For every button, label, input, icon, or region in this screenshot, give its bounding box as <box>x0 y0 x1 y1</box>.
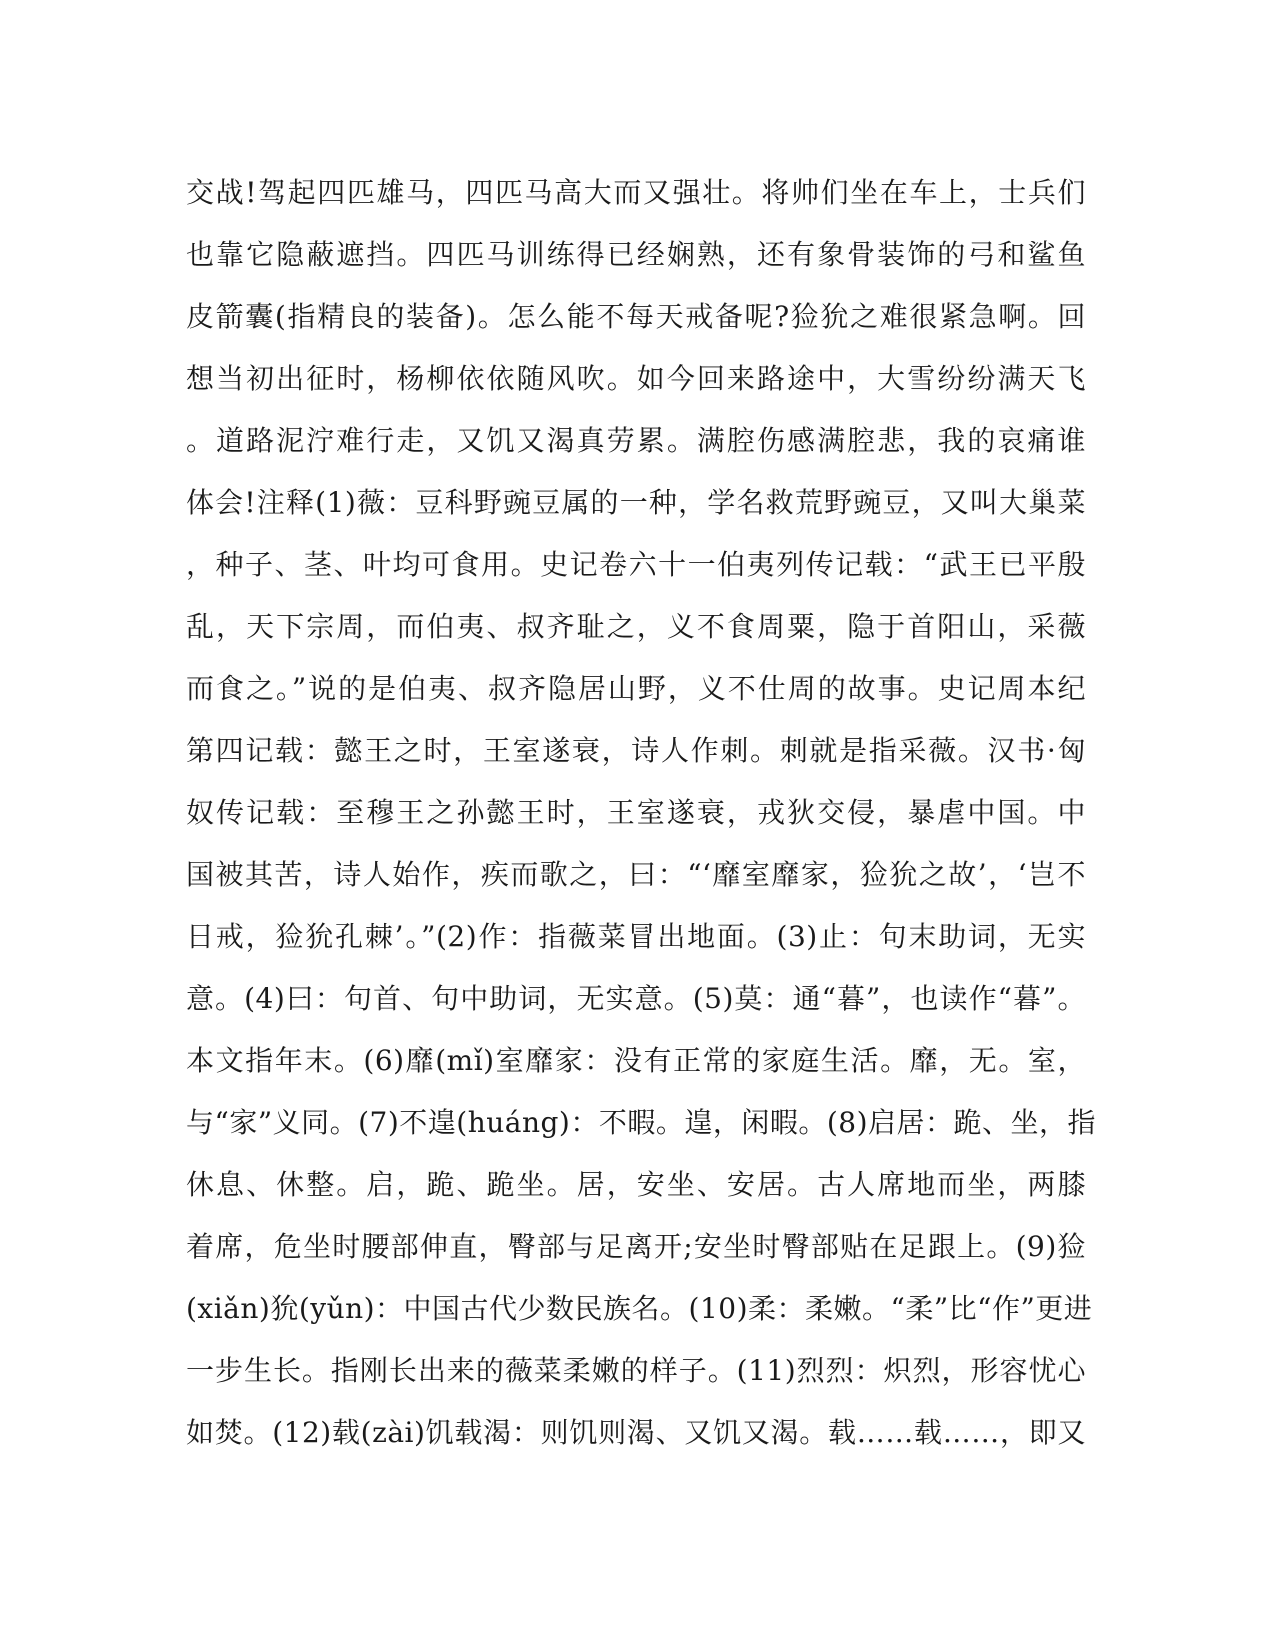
text-line: 本文指年末。(6)靡(mǐ)室靡家：没有正常的家庭生活。靡，无。室， <box>186 1044 1086 1077</box>
text-line: 意。(4)曰：句首、句中助词，无实意。(5)莫：通“暮”，也读作“暮”。 <box>186 982 1086 1015</box>
text-line: ，种子、茎、叶均可食用。史记卷六十一伯夷列传记载：“武王已平殷 <box>186 548 1086 581</box>
text-line: 着席，危坐时腰部伸直，臀部与足离开;安坐时臀部贴在足跟上。(9)猃 <box>186 1230 1086 1263</box>
text-line: 休息、休整。启，跪、跪坐。居，安坐、安居。古人席地而坐，两膝 <box>186 1168 1086 1201</box>
text-line: 也靠它隐蔽遮挡。四匹马训练得已经娴熟，还有象骨装饰的弓和鲨鱼 <box>186 238 1086 271</box>
text-line: 而食之。”说的是伯夷、叔齐隐居山野，义不仕周的故事。史记周本纪 <box>186 672 1086 705</box>
text-line: 第四记载：懿王之时，王室遂衰，诗人作刺。刺就是指采薇。汉书·匈 <box>186 734 1086 767</box>
text-line: 日戒，猃狁孔棘’。”(2)作：指薇菜冒出地面。(3)止：句末助词，无实 <box>186 920 1086 953</box>
text-line: 奴传记载：至穆王之孙懿王时，王室遂衰，戎狄交侵，暴虐中国。中 <box>186 796 1086 829</box>
text-line: 皮箭囊(指精良的装备)。怎么能不每天戒备呢?猃狁之难很紧急啊。回 <box>186 300 1086 333</box>
text-line: 。道路泥泞难行走，又饥又渴真劳累。满腔伤感满腔悲，我的哀痛谁 <box>186 424 1086 457</box>
text-line: (xiǎn)狁(yǔn)：中国古代少数民族名。(10)柔：柔嫩。“柔”比“作”更进 <box>186 1292 1093 1325</box>
text-line: 国被其苦，诗人始作，疾而歌之，曰：“‘靡室靡家，猃狁之故’，‘岂不 <box>186 858 1086 891</box>
text-line: 如焚。(12)载(zài)饥载渴：则饥则渴、又饥又渴。载……载……，即又 <box>186 1416 1086 1449</box>
text-line: 与“家”义同。(7)不遑(huáng)：不暇。遑，闲暇。(8)启居：跪、坐，指 <box>186 1106 1097 1139</box>
text-line: 一步生长。指刚长出来的薇菜柔嫩的样子。(11)烈烈：炽烈，形容忧心 <box>186 1354 1086 1387</box>
body-text <box>186 162 1097 1464</box>
text-line: 想当初出征时，杨柳依依随风吹。如今回来路途中，大雪纷纷满天飞 <box>186 362 1086 395</box>
text-line: 体会!注释(1)薇：豆科野豌豆属的一种，学名救荒野豌豆，又叫大巢菜 <box>186 486 1086 519</box>
text-line: 乱，天下宗周，而伯夷、叔齐耻之，义不食周粟，隐于首阳山，采薇 <box>186 610 1086 643</box>
text-line: 交战!驾起四匹雄马，四匹马高大而又强壮。将帅们坐在车上，士兵们 <box>186 176 1086 209</box>
